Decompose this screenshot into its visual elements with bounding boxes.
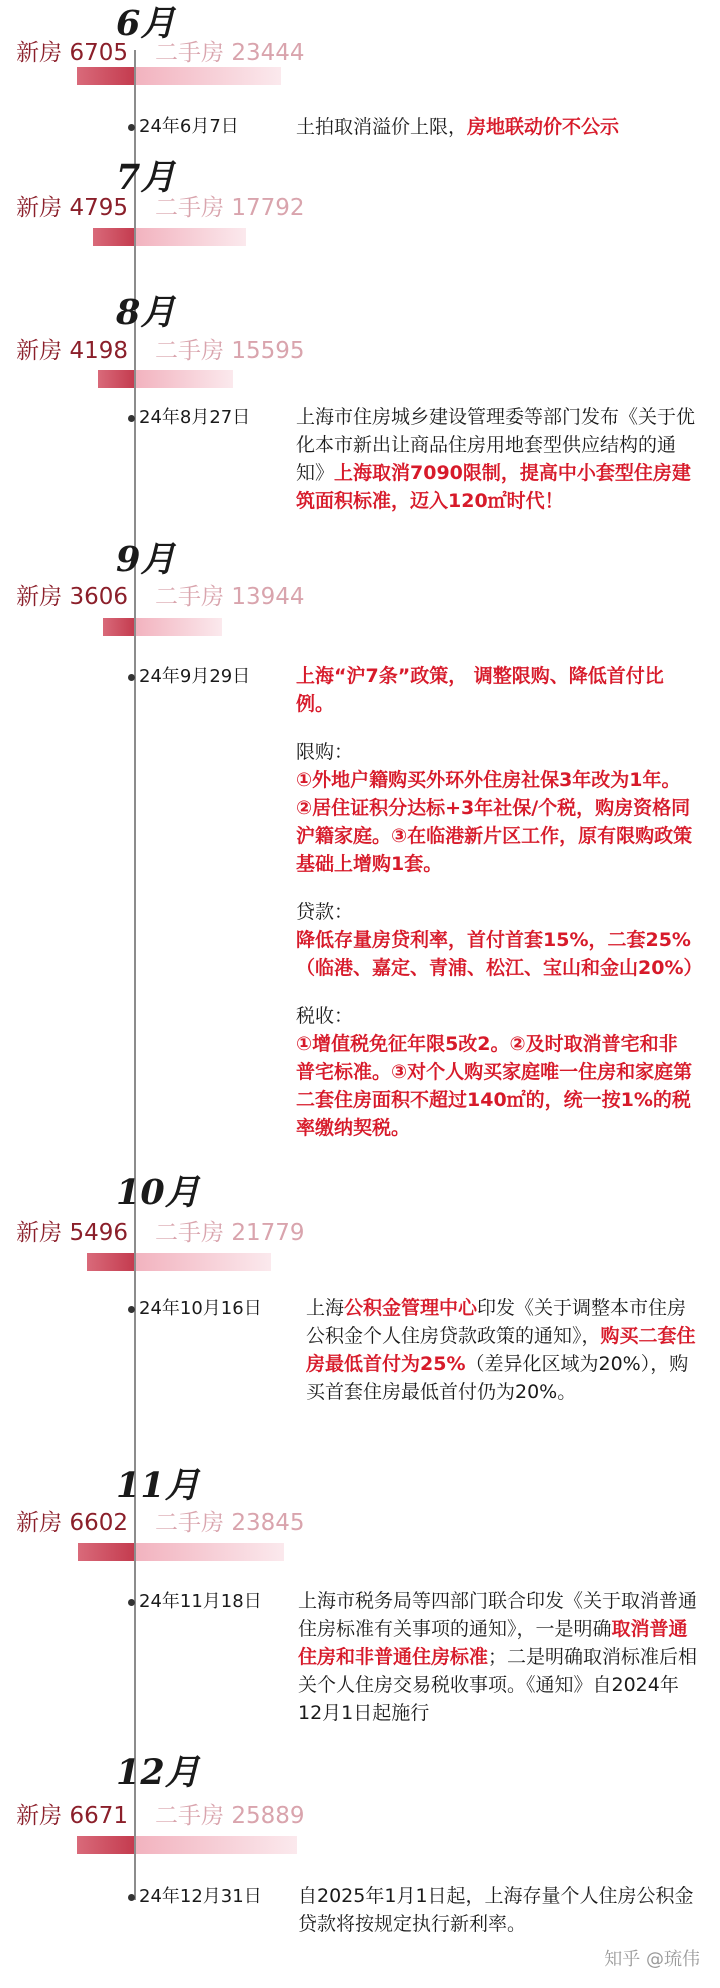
new-house-bar: [98, 370, 134, 388]
purchase-limit-heading: 限购：: [296, 741, 354, 763]
event-text-6: 土拍取消溢价上限，房地联动价不公示: [296, 116, 620, 138]
watermark: 知乎 @琉伟: [604, 1949, 700, 1970]
second-hand-label-10: 二手房 21779: [155, 1220, 305, 1246]
new-house-bar: [78, 1543, 134, 1561]
new-house-label-9: 新房 3606: [16, 584, 128, 610]
second-hand-label-8: 二手房 15595: [155, 338, 305, 364]
event-date-9: 24年9月29日: [128, 668, 250, 686]
event-date-11: 24年11月18日: [128, 1593, 262, 1611]
loan-body: 降低存量房贷利率，首付首套15%，二套25%（临港、嘉定、青浦、松江、宝山和金山20%）: [296, 929, 703, 979]
new-house-bar: [87, 1253, 134, 1271]
event-text-11: 上海市税务局等四部门联合印发《关于取消普通住房标准有关事项的通知》，一是明确取消普通住房和非普通住房标准；二是明确取消标准后相关个人住房交易税收事项。《通知》自2024年12月1日起施行: [298, 1590, 698, 1724]
timeline-dot: [128, 1894, 135, 1901]
month-title-7: 7月: [116, 157, 176, 198]
second-hand-bar: [136, 67, 281, 85]
timeline-dot: [128, 415, 135, 422]
second-hand-bar: [136, 370, 233, 388]
event-text-12: 自2025年1月1日起，上海存量个人住房公积金贷款将按规定执行新利率。: [298, 1885, 694, 1935]
event-date-8: 24年8月27日: [128, 409, 250, 427]
second-hand-label-9: 二手房 13944: [155, 584, 305, 610]
timeline-dot: [128, 674, 135, 681]
new-house-label-10: 新房 5496: [16, 1220, 128, 1246]
second-hand-bar: [136, 1253, 271, 1271]
new-house-label-12: 新房 6671: [16, 1803, 128, 1829]
timeline-dot: [128, 124, 135, 131]
second-hand-bar: [136, 618, 222, 636]
second-hand-label-6: 二手房 23444: [155, 40, 305, 66]
new-house-label-11: 新房 6602: [16, 1510, 128, 1536]
event-text-8: 上海市住房城乡建设管理委等部门发布《关于优化本市新出让商品住房用地套型供应结构的通知》上海取消7090限制，提高中小套型住房建筑面积标准，迈入120㎡时代！: [296, 406, 696, 512]
second-hand-label-7: 二手房 17792: [155, 195, 305, 221]
tax-body: ①增值税免征年限5改2。②及时取消普宅和非普宅标准。③对个人购买家庭唯一住房和家庭第二套住房面积不超过140㎡的，统一按1%的税率缴纳契税。: [296, 1033, 693, 1139]
second-hand-label-12: 二手房 25889: [155, 1803, 305, 1829]
month-title-6: 6月: [116, 3, 176, 44]
loan-heading: 贷款：: [296, 901, 354, 923]
new-house-bar: [93, 228, 134, 246]
event-date-6: 24年6月7日: [128, 118, 239, 136]
purchase-limit-body: ①外地户籍购买外环外住房社保3年改为1年。②居住证积分达标+3年社保/个税，购房资格同沪籍家庭。③在临港新片区工作，原有限购政策基础上增购1套。: [296, 769, 693, 875]
new-house-bar: [77, 1836, 134, 1854]
month-title-8: 8月: [116, 292, 176, 333]
timeline-dot: [128, 1306, 135, 1313]
new-house-bar: [103, 618, 134, 636]
month-title-12: 12月: [116, 1752, 200, 1793]
new-house-label-8: 新房 4198: [16, 338, 128, 364]
month-title-10: 10月: [116, 1172, 200, 1213]
month-title-9: 9月: [116, 539, 176, 580]
timeline-dot: [128, 1599, 135, 1606]
second-hand-bar: [136, 1543, 284, 1561]
tax-heading: 税收：: [296, 1005, 354, 1027]
new-house-bar: [77, 67, 134, 85]
new-house-label-7: 新房 4795: [16, 195, 128, 221]
month-title-11: 11月: [116, 1465, 200, 1506]
event-date-10: 24年10月16日: [128, 1300, 262, 1318]
event-text-10: 上海公积金管理中心印发《关于调整本市住房公积金个人住房贷款政策的通知》，购买二套住房最低首付为25%（差异化区域为20%），购买首套住房最低首付仍为20%。: [306, 1297, 696, 1403]
second-hand-bar: [136, 228, 246, 246]
second-hand-label-11: 二手房 23845: [155, 1510, 305, 1536]
second-hand-bar: [136, 1836, 297, 1854]
new-house-label-6: 新房 6705: [16, 40, 128, 66]
policy-summary: 上海“沪7条”政策， 调整限购、降低首付比例。: [296, 665, 664, 715]
event-text-9: [296, 662, 703, 1142]
event-date-12: 24年12月31日: [128, 1888, 262, 1906]
